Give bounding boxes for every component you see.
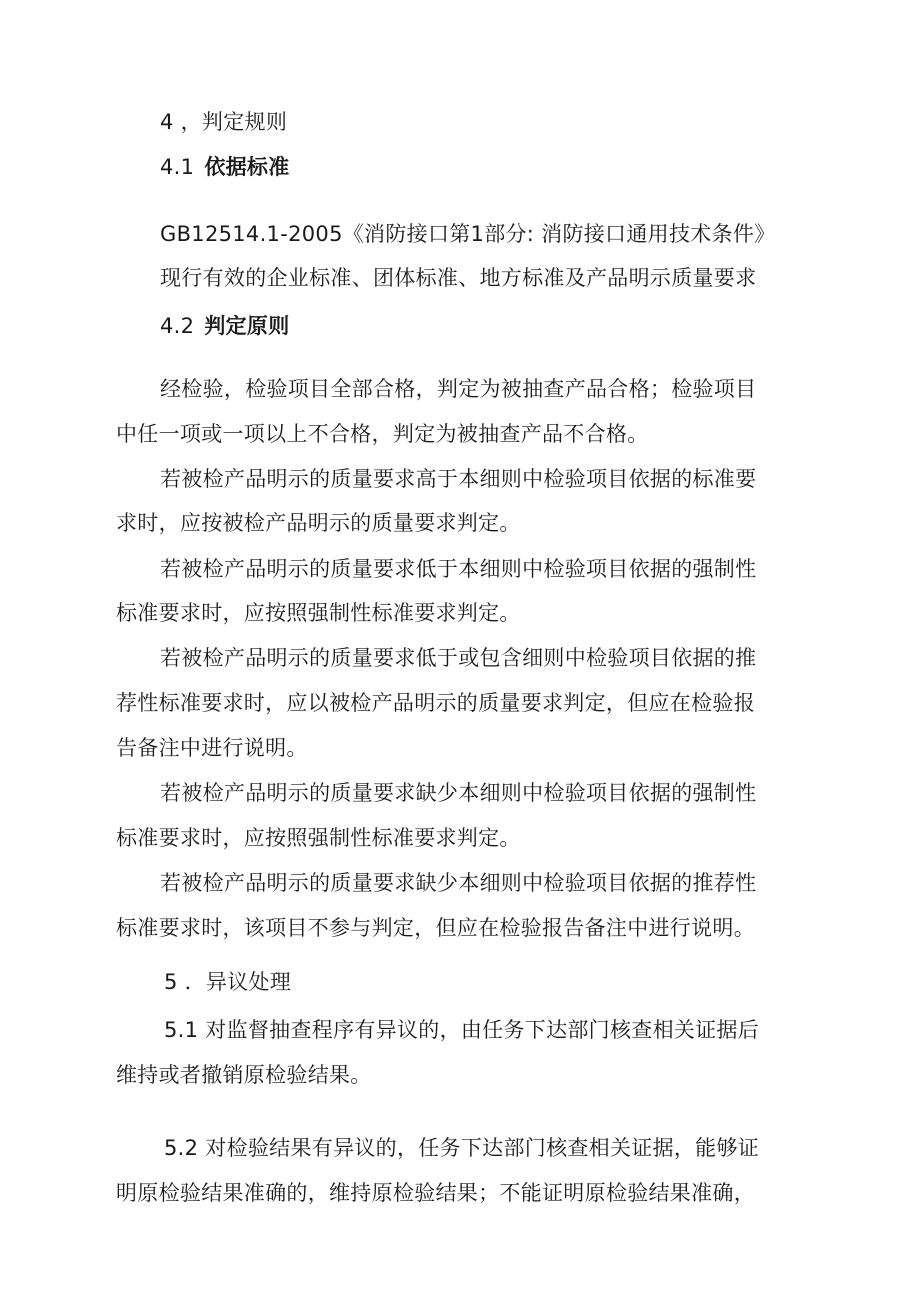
paragraph-line: 若被检产品明示的质量要求低于或包含细则中检验项目依据的推: [160, 646, 757, 670]
section-4-2-title: 判定原则: [204, 314, 290, 338]
paragraph-line: 中任一项或一项以上不合格，判定为被抽查产品不合格。: [116, 422, 649, 446]
section-4-1-title: 依据标准: [204, 155, 290, 179]
section-4-1-heading: [160, 152, 290, 182]
section-4-1-number: 4.1: [160, 155, 195, 179]
paragraph-line: 荐性标准要求时，应以被检产品明示的质量要求判定，但应在检验报: [116, 691, 755, 715]
paragraph-line: 标准要求时，应按照强制性标准要求判定。: [116, 601, 521, 625]
paragraph-line: 明原检验结果准确的，维持原检验结果；不能证明原检验结果准确，: [116, 1181, 755, 1205]
paragraph-line: 若被检产品明示的质量要求缺少本细则中检验项目依据的推荐性: [160, 871, 757, 895]
paragraph-line: 若被检产品明示的质量要求低于本细则中检验项目依据的强制性: [160, 557, 757, 581]
paragraph-line: 告备注中进行说明。: [116, 736, 308, 760]
paragraph-line: 标准要求时，该项目不参与判定，但应在检验报告备注中进行说明。: [116, 916, 755, 940]
paragraph-line: 维持或者撤销原检验结果。: [116, 1063, 372, 1087]
section-4-2-number: 4.2: [160, 314, 195, 338]
paragraph-line: 5.2 对检验结果有异议的，任务下达部门核查相关证据，能够证: [164, 1136, 760, 1160]
paragraph-line: 求时，应按被检产品明示的质量要求判定。: [116, 511, 521, 535]
section-4-2-heading: [160, 311, 290, 341]
standard-line: GB12514.1-2005《消防接口第1部分: 消防接口通用技术条件》: [160, 222, 776, 246]
paragraph-line: 5.1 对监督抽查程序有异议的，由任务下达部门核查相关证据后: [164, 1018, 760, 1042]
section-5-heading: 5 ．异议处理: [164, 970, 292, 994]
paragraph-line: 经检验，检验项目全部合格，判定为被抽查产品合格；检验项目: [160, 377, 757, 401]
paragraph-line: 若被检产品明示的质量要求高于本细则中检验项目依据的标准要: [160, 467, 757, 491]
paragraph-line: 标准要求时，应按照强制性标准要求判定。: [116, 826, 521, 850]
section-4-heading: 4 ，判定规则: [160, 110, 288, 134]
paragraph-line: 若被检产品明示的质量要求缺少本细则中检验项目依据的强制性: [160, 781, 757, 805]
standard-line: 现行有效的企业标准、团体标准、地方标准及产品明示质量要求: [160, 266, 757, 290]
